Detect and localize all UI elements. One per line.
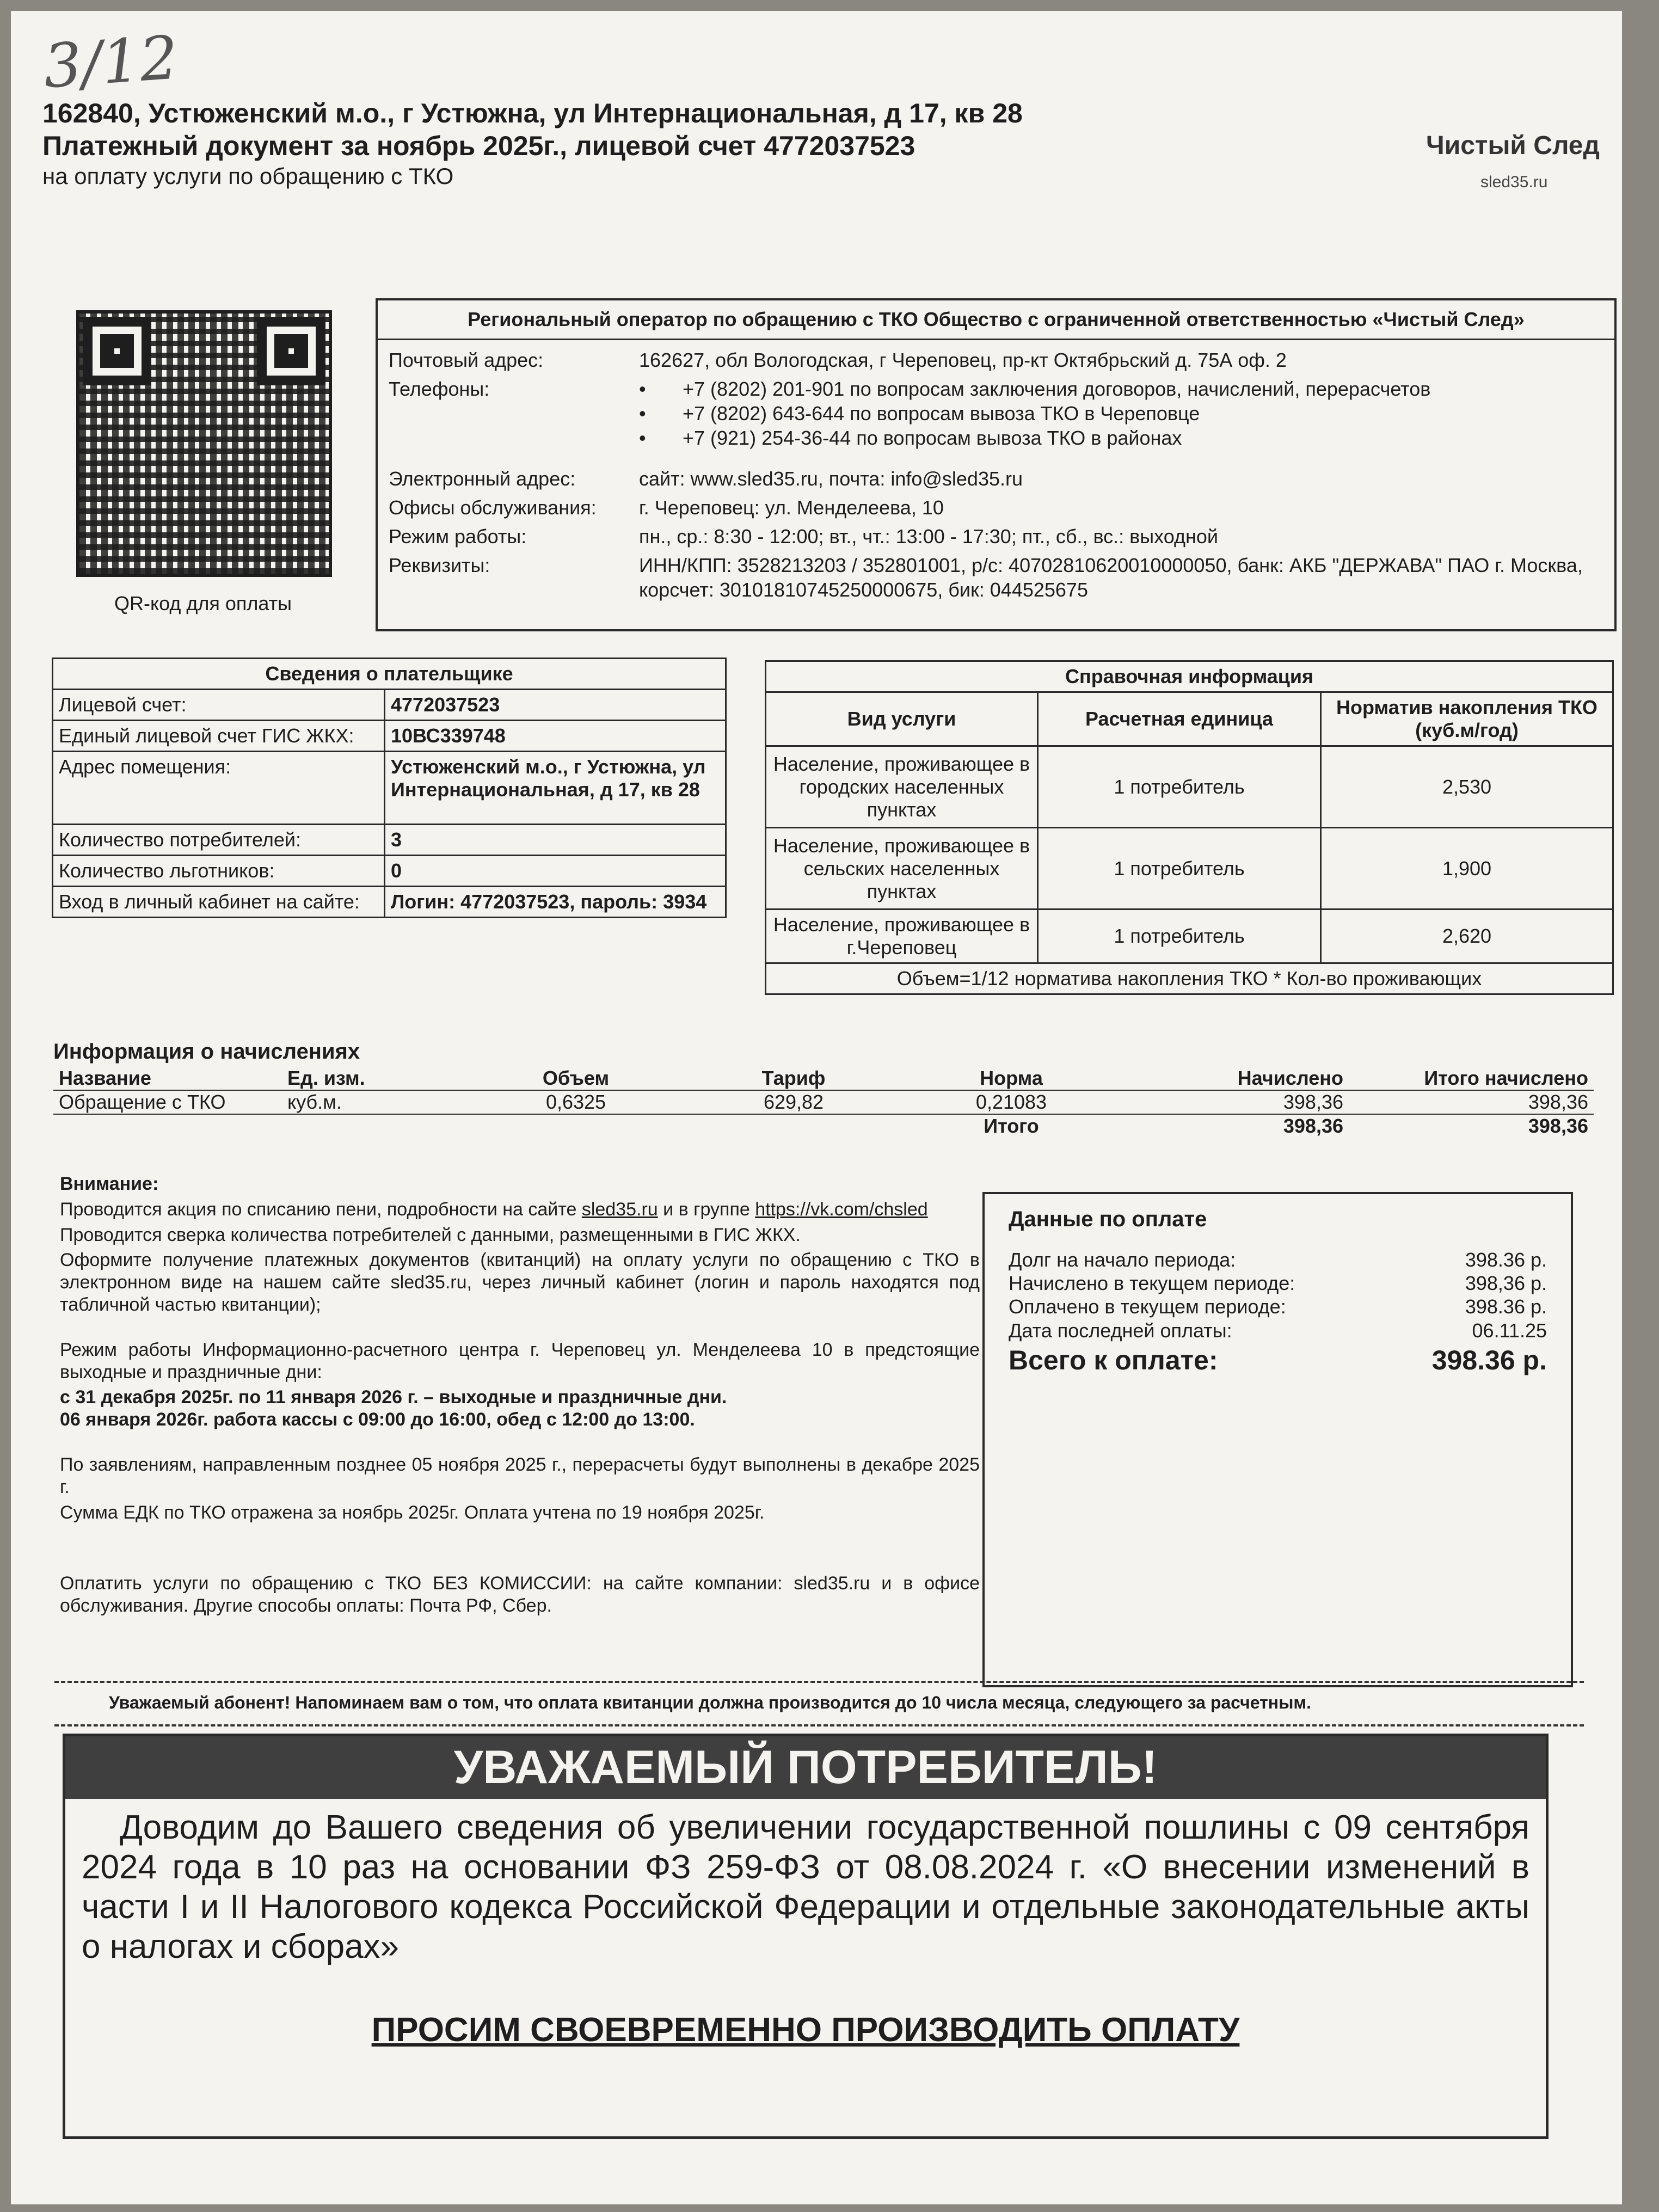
company-site: sled35.ru [1480, 173, 1548, 191]
payment-summary [982, 1192, 1573, 1687]
operator-info [376, 298, 1617, 631]
notice-paragraph: По заявлениям, направленным позднее 05 ноября 2025 г., перерасчеты будут выполнены в декабре 2025 г. [60, 1454, 980, 1497]
column-header: Расчетная единица [1038, 692, 1321, 746]
phone-item: • +7 (8202) 643-644 по вопросам вывоза ТКО в Череповце [639, 401, 1603, 426]
payer-title: Сведения о плательщике [53, 659, 726, 690]
operator-row-offices: Офисы обслуживания: г. Череповец: ул. Менделеева, 10 [389, 496, 944, 519]
payment-row: Дата последней оплаты: 06.11.25 [1009, 1319, 1547, 1342]
table-row: Население, проживающее в городских населенных пунктах 1 потребитель 2,530 [766, 746, 1613, 828]
qr-label: QR-код для оплаты [114, 592, 292, 615]
operator-row-phones: Телефоны: • +7 (8202) 201-901 по вопросам заключения договоров, начислений, перерасчетов • +7 (8202) 643-644 по вопросам вывоза ТКО в Череповце • +7 (921) 254-36-44 по вопросам вывоза ТКО в районах [378, 374, 1614, 452]
payment-title: Данные по оплате [1009, 1207, 1207, 1231]
payment-row: Оплачено в текущем периоде: 398.36 р. [1009, 1295, 1547, 1318]
reference-title: Справочная информация [766, 661, 1613, 692]
table-row: Единый лицевой счет ГИС ЖКХ: 10ВС339748 [53, 721, 726, 752]
phone-item: • +7 (921) 254-36-44 по вопросам вывоза ТКО в районах [639, 426, 1603, 450]
total-amount: 398.36 р. [1431, 1344, 1547, 1375]
payment-reminder: Уважаемый абонент! Напоминаем вам о том, что оплата квитанции должна производится до 10 числа месяца, следующего за расчетным. [109, 1693, 1311, 1712]
table-row: Количество потребителей: 3 [53, 825, 726, 856]
phone-item: • +7 (8202) 201-901 по вопросам заключения договоров, начислений, перерасчетов [639, 377, 1603, 401]
login-credentials: Логин: 4772037523, пароль: 3934 [385, 887, 726, 918]
table-row: Вход в личный кабинет на сайте: Логин: 4772037523, пароль: 3934 [53, 887, 726, 918]
payment-row: Долг на начало периода: 398.36 р. [1009, 1249, 1547, 1271]
column-header: Начислено [1120, 1067, 1349, 1090]
operator-row-address: Почтовый адрес: 162627, обл Вологодская, г Череповец, пр-кт Октябрьский д. 75А оф. 2 [389, 349, 1287, 371]
table-row: Количество льготников: 0 [53, 856, 726, 887]
address-line: 162840, Устюженский м.о., г Устюжна, ул Интернациональная, д 17, кв 28 [42, 98, 1023, 128]
document-title: Платежный документ за ноябрь 2025г., лицевой счет 4772037523 [42, 131, 915, 161]
notice-paragraph: Оформите получение платежных документов (квитанций) на оплату услуги по обращению с ТКО в электронном виде на нашем сайте sled35.ru, через личный кабинет (логин и пароль находятся под табличной частью квитанции); [60, 1250, 980, 1315]
handwritten-note: 3/12 [41, 22, 181, 102]
operator-row-hours: Режим работы: пн., ср.: 8:30 - 12:00; вт., чт.: 13:00 - 17:30; пт., сб., вс.: выходной [389, 525, 1219, 548]
phone-list [639, 377, 1603, 450]
notice-paragraph: Проводится сверка количества потребителей с данными, размещенными в ГИС ЖКХ. [60, 1224, 801, 1245]
column-header: Итого начислено [1349, 1067, 1594, 1090]
reference-footnote: Объем=1/12 норматива накопления ТКО * Кол-во проживающих [766, 963, 1613, 994]
column-header: Норматив накопления ТКО (куб.м/год) [1321, 692, 1613, 746]
cashier-hours: 06 января 2026г. работа кассы с 09:00 до 16:00, обед с 12:00 до 13:00. [60, 1409, 695, 1430]
table-row: Население, проживающее в сельских населенных пунктах 1 потребитель 1,900 [766, 828, 1613, 910]
column-header: Вид услуги [766, 692, 1038, 746]
cut-line [54, 1724, 1584, 1726]
table-row: Обращение с ТКО куб.м. 0,6325 629,82 0,21083 398,36 398,36 [53, 1090, 1594, 1114]
table-row: Население, проживающее в г.Череповец 1 потребитель 2,620 [766, 910, 1613, 963]
notice-paragraph: Режим работы Информационно-расчетного центра г. Череповец ул. Менделеева 10 в предстоящие выходные и праздничные дни: [60, 1339, 980, 1382]
column-header: Ед. изм. [282, 1067, 467, 1090]
column-header: Название [53, 1067, 282, 1090]
document-subtitle: на оплату услуги по обращению с ТКО [42, 163, 454, 189]
company-logo: Чистый След [1426, 131, 1600, 160]
vk-group-link[interactable]: https://vk.com/chsled [755, 1199, 928, 1220]
payment-qr-code[interactable] [76, 310, 332, 577]
table-row: Лицевой счет: 4772037523 [53, 690, 726, 721]
notice-section [60, 1173, 980, 1620]
holiday-dates: с 31 декабря 2025г. по 11 января 2026 г. – выходные и праздничные дни. [60, 1387, 727, 1408]
operator-row-email: Электронный адрес: сайт: www.sled35.ru, почта: info@sled35.ru [389, 468, 1023, 490]
payment-total: Всего к оплате: 398.36 р. [1009, 1344, 1547, 1375]
reference-table [765, 660, 1614, 995]
payment-document [11, 11, 1622, 2204]
notice-paragraph: Оплатить услуги по обращению с ТКО БЕЗ КОМИССИИ: на сайте компании: sled35.ru и в офисе обслуживания. Другие способы оплаты: Почта РФ, Сбер. [60, 1573, 980, 1617]
document-header [42, 97, 1023, 162]
promo-title: УВАЖАЕМЫЙ ПОТРЕБИТЕЛЬ! [65, 1736, 1546, 1799]
column-header: Объем [467, 1067, 685, 1090]
notice-paragraph: Проводится акция по списанию пени, подробности на сайте sled35.ru и в группе https://vk.com/chsled [60, 1199, 928, 1220]
operator-title: Региональный оператор по обращению с ТКО Общество с ограниченной ответственностью «Чистый След» [378, 300, 1614, 340]
promo-banner [63, 1734, 1549, 2139]
notice-paragraph: Сумма ЕДК по ТКО отражена за ноябрь 2025г. Оплата учтена по 19 ноября 2025г. [60, 1502, 765, 1523]
charges-title: Информация о начислениях [53, 1040, 360, 1064]
promo-call-to-action: ПРОСИМ СВОЕВРЕМЕННО ПРОИЗВОДИТЬ ОПЛАТУ [371, 2011, 1240, 2049]
table-row: Адрес помещения: Устюженский м.о., г Устюжна, ул Интернациональная, д 17, кв 28 [53, 752, 726, 825]
operator-row-requisites: Реквизиты: ИНН/КПП: 3528213203 / 352801001, р/с: 40702810620010000050, банк: АКБ "ДЕРЖАВА" ПАО г. Москва, корсчет: 30101810745250000675, бик: 044525675 [389, 554, 1583, 601]
charges-table [53, 1067, 1594, 1138]
cut-line [54, 1681, 1584, 1683]
payment-row: Начислено в текущем периоде: 398,36 р. [1009, 1272, 1547, 1295]
site-link[interactable]: sled35.ru [581, 1199, 658, 1220]
promo-text: Доводим до Вашего сведения об увеличении государственной пошлины с 09 сентября 2024 года в 10 раз на основании ФЗ 259-ФЗ от 08.08.2024 г. «О внесении изменений в части I и II Налогового кодекса Российской Федерации и отдельные законодательные акты о налогах и сборах» [82, 1809, 1529, 1966]
notice-heading: Внимание: [60, 1173, 159, 1194]
column-header: Тариф [685, 1067, 902, 1090]
column-header: Норма [902, 1067, 1120, 1090]
payer-info-table [52, 658, 727, 918]
table-row-total: Итого 398,36 398,36 [984, 1115, 1588, 1137]
